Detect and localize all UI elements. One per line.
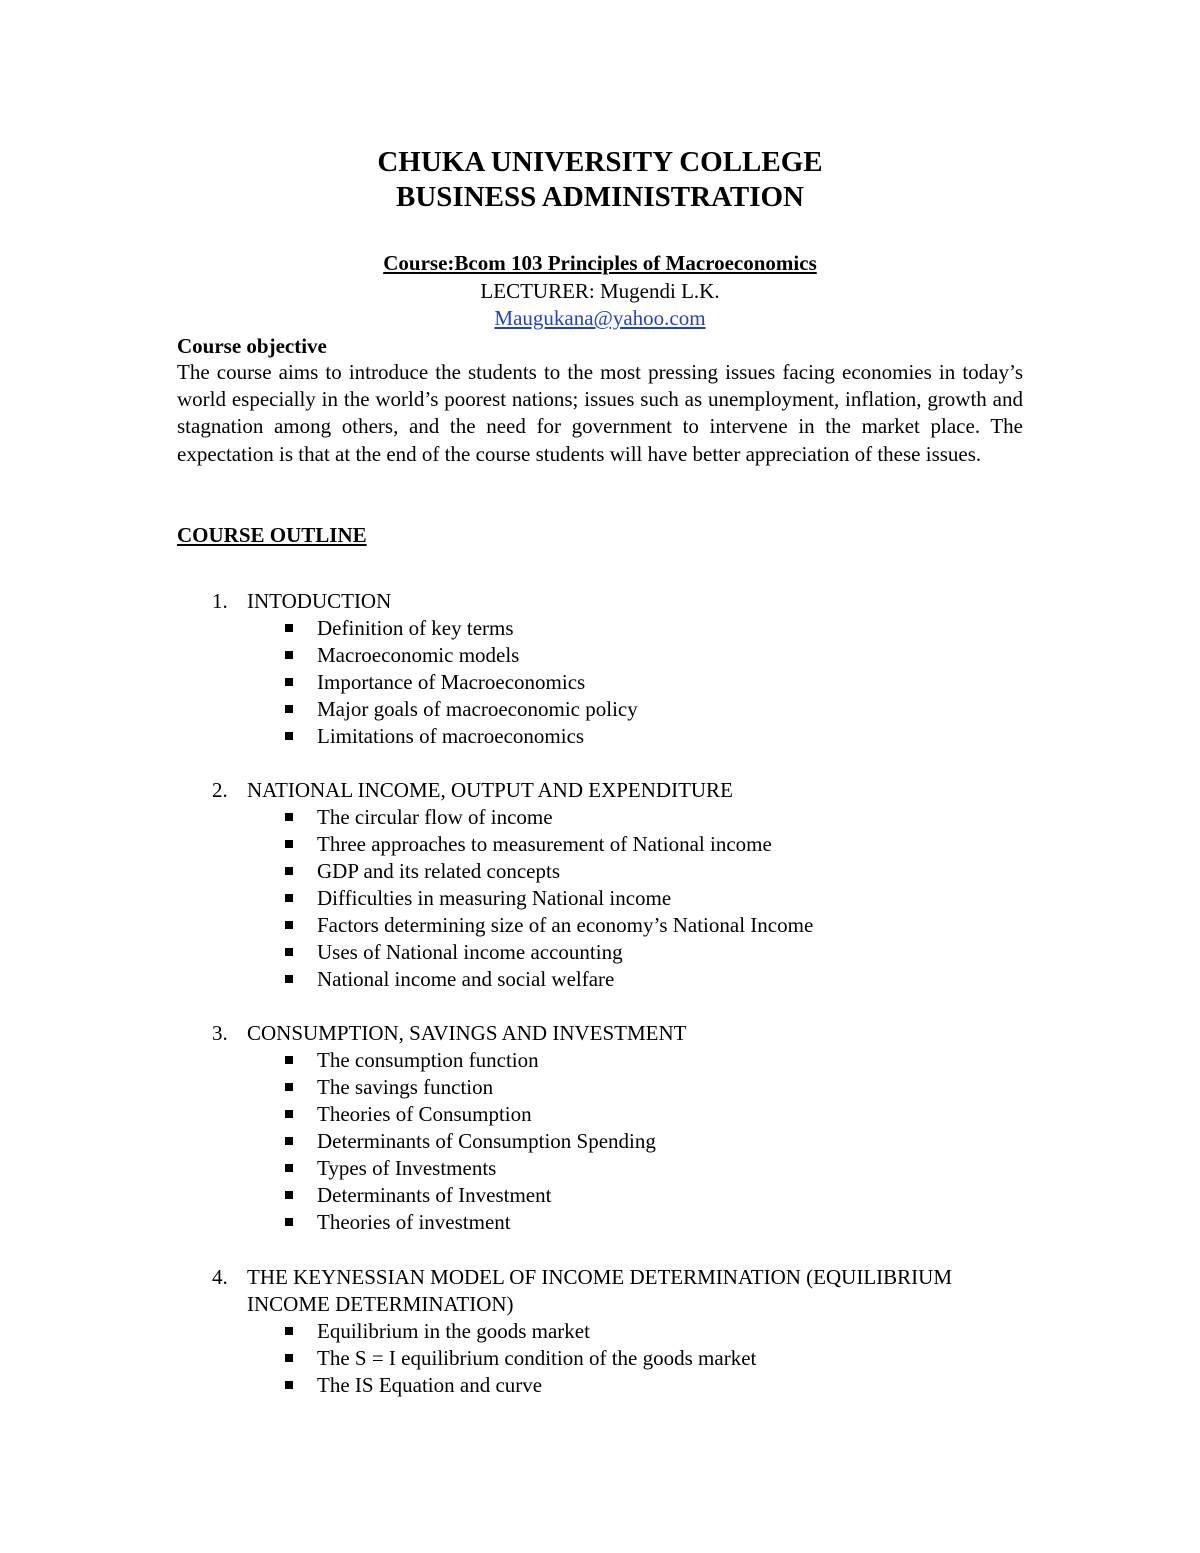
square-bullet-icon	[285, 1381, 293, 1389]
square-bullet-icon	[285, 1327, 293, 1335]
list-item-text: Determinants of Consumption Spending	[317, 1129, 656, 1153]
square-bullet-icon	[285, 624, 293, 632]
square-bullet-icon	[285, 921, 293, 929]
list-item-text: GDP and its related concepts	[317, 859, 560, 883]
list-item	[0, 723, 1200, 750]
list-item-text: Equilibrium in the goods market	[317, 1319, 590, 1343]
topic-list	[0, 1047, 1200, 1236]
list-item	[0, 669, 1200, 696]
list-item	[0, 912, 1200, 939]
objective-body: The course aims to introduce the students to the most pressing issues facing economies in today’s world especially in the world’s poorest nations; issues such as unemployment, inflation, growth and stagnation among others, and the need for government to intervene in the market place. The expectation is that at the end of the course students will have better appreciation of these issues.	[177, 360, 1023, 466]
section-title: NATIONAL INCOME, OUTPUT AND EXPENDITURE	[247, 778, 733, 802]
email-line	[0, 305, 1200, 332]
square-bullet-icon	[285, 732, 293, 740]
section-title: INTODUCTION	[247, 589, 392, 613]
list-item	[0, 1074, 1200, 1101]
outline-section-2	[0, 777, 1200, 993]
square-bullet-icon	[285, 1056, 293, 1064]
square-bullet-icon	[285, 651, 293, 659]
lecturer-line: LECTURER: Mugendi L.K.	[480, 279, 720, 303]
objective-heading: Course objective	[177, 334, 327, 358]
list-item-text: Three approaches to measurement of National income	[317, 832, 772, 856]
list-item-text: Importance of Macroeconomics	[317, 670, 586, 694]
list-item	[0, 1372, 1200, 1399]
square-bullet-icon	[285, 1137, 293, 1145]
list-item	[0, 1345, 1200, 1372]
square-bullet-icon	[285, 1354, 293, 1362]
list-item-text: Types of Investments	[317, 1156, 497, 1180]
square-bullet-icon	[285, 678, 293, 686]
list-item	[0, 885, 1200, 912]
list-item	[0, 1318, 1200, 1345]
email-link[interactable]: Maugukana@yahoo.com	[494, 306, 706, 330]
section-title: THE KEYNESSIAN MODEL OF INCOME DETERMINATION (EQUILIBRIUM INCOME DETERMINATION)	[247, 1265, 952, 1316]
list-item	[0, 1209, 1200, 1236]
list-item	[0, 1047, 1200, 1074]
list-item-text: Determinants of Investment	[317, 1183, 552, 1207]
list-item-text: Difficulties in measuring National income	[317, 886, 672, 910]
square-bullet-icon	[285, 1218, 293, 1226]
outline-heading: COURSE OUTLINE	[177, 523, 367, 547]
list-item-text: Uses of National income accounting	[317, 940, 623, 964]
square-bullet-icon	[285, 894, 293, 902]
list-item-text: Theories of investment	[317, 1210, 511, 1234]
institution-title: CHUKA UNIVERSITY COLLEGE	[377, 146, 823, 178]
list-item	[0, 804, 1200, 831]
list-item-text: The savings function	[317, 1075, 494, 1099]
square-bullet-icon	[285, 1191, 293, 1199]
section-number: 3.	[212, 1021, 228, 1045]
square-bullet-icon	[285, 1110, 293, 1118]
section-heading	[0, 777, 1200, 804]
list-item	[0, 696, 1200, 723]
section-title: CONSUMPTION, SAVINGS AND INVESTMENT	[247, 1021, 687, 1045]
list-item-text: Major goals of macroeconomic policy	[317, 697, 638, 721]
list-item	[0, 858, 1200, 885]
list-item	[0, 966, 1200, 993]
square-bullet-icon	[285, 948, 293, 956]
list-item-text: Limitations of macroeconomics	[317, 724, 585, 748]
topic-list	[0, 804, 1200, 993]
square-bullet-icon	[285, 1083, 293, 1091]
square-bullet-icon	[285, 975, 293, 983]
list-item-text: The S = I equilibrium condition of the goods market	[317, 1346, 757, 1370]
list-item-text: National income and social welfare	[317, 967, 615, 991]
outline-section-4	[0, 1264, 1200, 1399]
square-bullet-icon	[285, 813, 293, 821]
list-item	[0, 615, 1200, 642]
list-item	[0, 642, 1200, 669]
section-heading	[0, 588, 1200, 615]
list-item-text: The consumption function	[317, 1048, 539, 1072]
outline-section-1	[0, 588, 1200, 750]
section-heading	[0, 1264, 1200, 1318]
list-item	[0, 1101, 1200, 1128]
list-item-text: The circular flow of income	[317, 805, 553, 829]
list-item-text: Factors determining size of an economy’s National Income	[317, 913, 814, 937]
list-item-text: Macroeconomic models	[317, 643, 520, 667]
topic-list	[0, 615, 1200, 750]
square-bullet-icon	[285, 1164, 293, 1172]
list-item	[0, 831, 1200, 858]
section-number: 2.	[212, 778, 228, 802]
square-bullet-icon	[285, 840, 293, 848]
section-number: 4.	[212, 1265, 228, 1289]
list-item-text: The IS Equation and curve	[317, 1373, 543, 1397]
outline-section-3	[0, 1020, 1200, 1236]
list-item	[0, 1182, 1200, 1209]
square-bullet-icon	[285, 705, 293, 713]
list-item	[0, 939, 1200, 966]
section-heading	[0, 1020, 1200, 1047]
section-number: 1.	[212, 589, 228, 613]
list-item	[0, 1128, 1200, 1155]
topic-list	[0, 1318, 1200, 1399]
course-title: Course:Bcom 103 Principles of Macroeconomics	[383, 251, 817, 275]
list-item	[0, 1155, 1200, 1182]
department-title: BUSINESS ADMINISTRATION	[396, 181, 804, 213]
list-item-text: Definition of key terms	[317, 616, 514, 640]
square-bullet-icon	[285, 867, 293, 875]
list-item-text: Theories of Consumption	[317, 1102, 532, 1126]
